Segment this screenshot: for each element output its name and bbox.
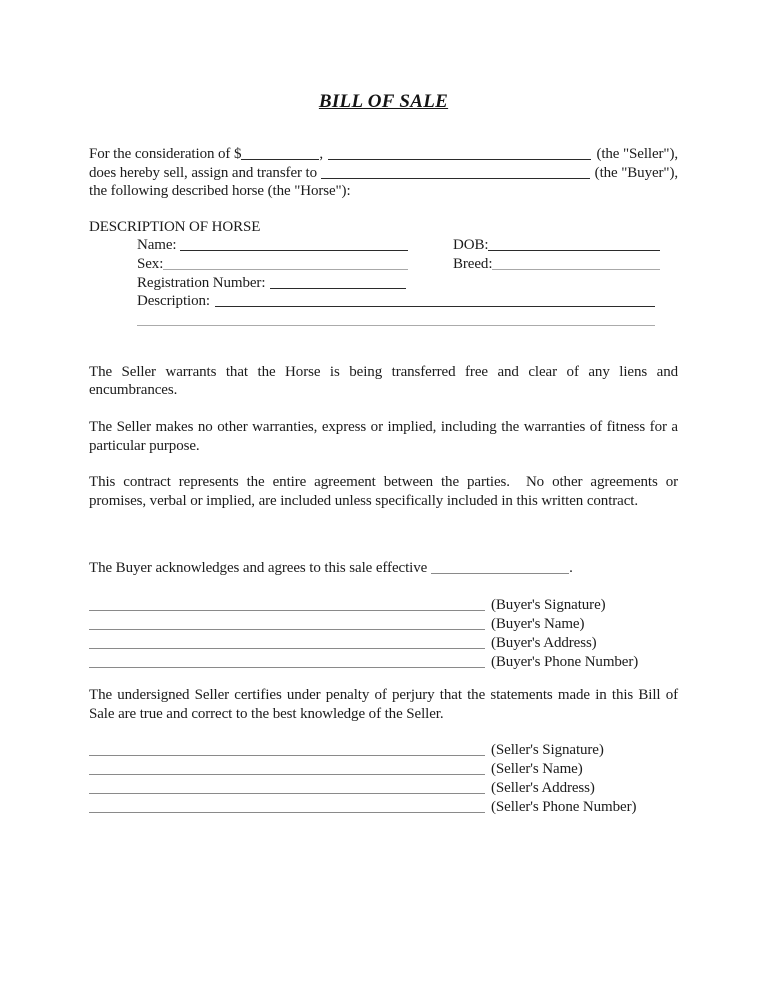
warranties-paragraph-line-1: The Seller makes no other warranties, express or implied, including the warranties of fitness for a bbox=[89, 418, 678, 435]
seller-signature-label: (Seller's Signature) bbox=[491, 742, 604, 759]
effective-date-blank-line bbox=[431, 573, 569, 574]
buyer-address-row bbox=[89, 634, 678, 653]
dob-field bbox=[453, 236, 678, 255]
seller-phone-row bbox=[89, 798, 678, 817]
seller-signature-block bbox=[89, 741, 678, 817]
breed-label: Breed: bbox=[453, 255, 493, 272]
document-title: BILL OF SALE bbox=[318, 91, 449, 112]
name-blank-line bbox=[180, 250, 408, 251]
intro-line-1 bbox=[89, 145, 678, 164]
warranties-paragraph-line-2: particular purpose. bbox=[89, 437, 200, 454]
seller-signature-line bbox=[89, 755, 485, 756]
name-label: Name: bbox=[137, 237, 177, 254]
buyer-name-label: (Buyer's Name) bbox=[491, 615, 585, 632]
horse-description-section bbox=[89, 218, 678, 326]
name-field bbox=[137, 236, 453, 255]
horse-description-heading: DESCRIPTION OF HORSE bbox=[89, 218, 261, 235]
name-dob-row bbox=[89, 236, 678, 255]
sex-field bbox=[137, 255, 453, 274]
sex-label: Sex: bbox=[137, 255, 164, 272]
description-blank-line bbox=[215, 306, 655, 307]
horse-description-fields bbox=[89, 236, 678, 325]
consideration-prefix-text: For the consideration of $ bbox=[89, 146, 242, 162]
warranties-paragraph bbox=[89, 418, 678, 455]
buyer-phone-label: (Buyer's Phone Number) bbox=[491, 653, 639, 670]
sex-blank-line bbox=[163, 269, 408, 270]
registration-row bbox=[89, 274, 678, 293]
seller-name-line bbox=[89, 774, 485, 775]
buyer-address-line bbox=[89, 648, 485, 649]
dob-label: DOB: bbox=[453, 237, 489, 254]
seller-phone-label: (Seller's Phone Number) bbox=[491, 799, 637, 816]
seller-name-row bbox=[89, 760, 678, 779]
buyer-signature-block bbox=[89, 596, 678, 672]
buyer-signature-line bbox=[89, 610, 485, 611]
sex-breed-row bbox=[89, 255, 678, 274]
buyer-phone-row bbox=[89, 653, 678, 672]
buyer-acknowledgement-text: The Buyer acknowledges and agrees to this sale effective bbox=[89, 560, 428, 577]
description-label: Description: bbox=[137, 293, 210, 310]
seller-certification-paragraph bbox=[89, 686, 678, 723]
buyer-acknowledgement-line bbox=[89, 559, 678, 578]
buyer-phone-line bbox=[89, 667, 485, 668]
liens-paragraph bbox=[89, 363, 678, 400]
seller-certification-line-1: The undersigned Seller certifies under penalty of perjury that the statements made in this Bill of bbox=[89, 686, 678, 703]
dob-blank-line bbox=[488, 250, 660, 251]
breed-field bbox=[453, 255, 678, 274]
registration-label: Registration Number: bbox=[137, 274, 266, 291]
buyer-name-row bbox=[89, 615, 678, 634]
buyer-name-blank-line bbox=[321, 178, 590, 179]
seller-name-blank-line bbox=[328, 159, 591, 160]
comma-text: , bbox=[319, 146, 324, 162]
breed-blank-line bbox=[492, 269, 660, 270]
description-row bbox=[89, 292, 678, 311]
seller-address-label: (Seller's Address) bbox=[491, 780, 595, 797]
buyer-name-line bbox=[89, 629, 485, 630]
period-text: . bbox=[569, 560, 573, 577]
buyer-signature-row bbox=[89, 596, 678, 615]
seller-certification-line-2: Sale are true and correct to the best knowledge of the Seller. bbox=[89, 705, 444, 722]
entire-agreement-line-1: This contract represents the entire agreement between the parties. No other agreements or bbox=[89, 474, 678, 491]
registration-blank-line bbox=[270, 288, 406, 289]
seller-signature-row bbox=[89, 741, 678, 760]
intro-paragraph bbox=[89, 145, 678, 201]
buyer-designation-text: (the "Buyer"), bbox=[594, 164, 678, 181]
entire-agreement-paragraph bbox=[89, 473, 678, 510]
buyer-signature-label: (Buyer's Signature) bbox=[491, 596, 606, 613]
seller-phone-line bbox=[89, 812, 485, 813]
document-content bbox=[0, 91, 768, 817]
horse-clause-text: the following described horse (the "Horse"): bbox=[89, 183, 351, 200]
description-continuation-line bbox=[137, 325, 655, 326]
price-blank-line bbox=[241, 159, 319, 160]
seller-address-row bbox=[89, 779, 678, 798]
seller-designation-text: (the "Seller"), bbox=[596, 146, 678, 162]
seller-name-label: (Seller's Name) bbox=[491, 761, 583, 778]
intro-line-2 bbox=[89, 164, 678, 183]
buyer-address-label: (Buyer's Address) bbox=[491, 634, 597, 651]
seller-address-line bbox=[89, 793, 485, 794]
entire-agreement-line-2: promises, verbal or implied, are included unless specifically included in this written contract. bbox=[89, 492, 638, 509]
liens-paragraph-line-2: encumbrances. bbox=[89, 382, 178, 399]
liens-paragraph-line-1: The Seller warrants that the Horse is being transferred free and clear of any liens and bbox=[89, 363, 678, 380]
transfer-prefix-text: does hereby sell, assign and transfer to bbox=[89, 164, 318, 181]
